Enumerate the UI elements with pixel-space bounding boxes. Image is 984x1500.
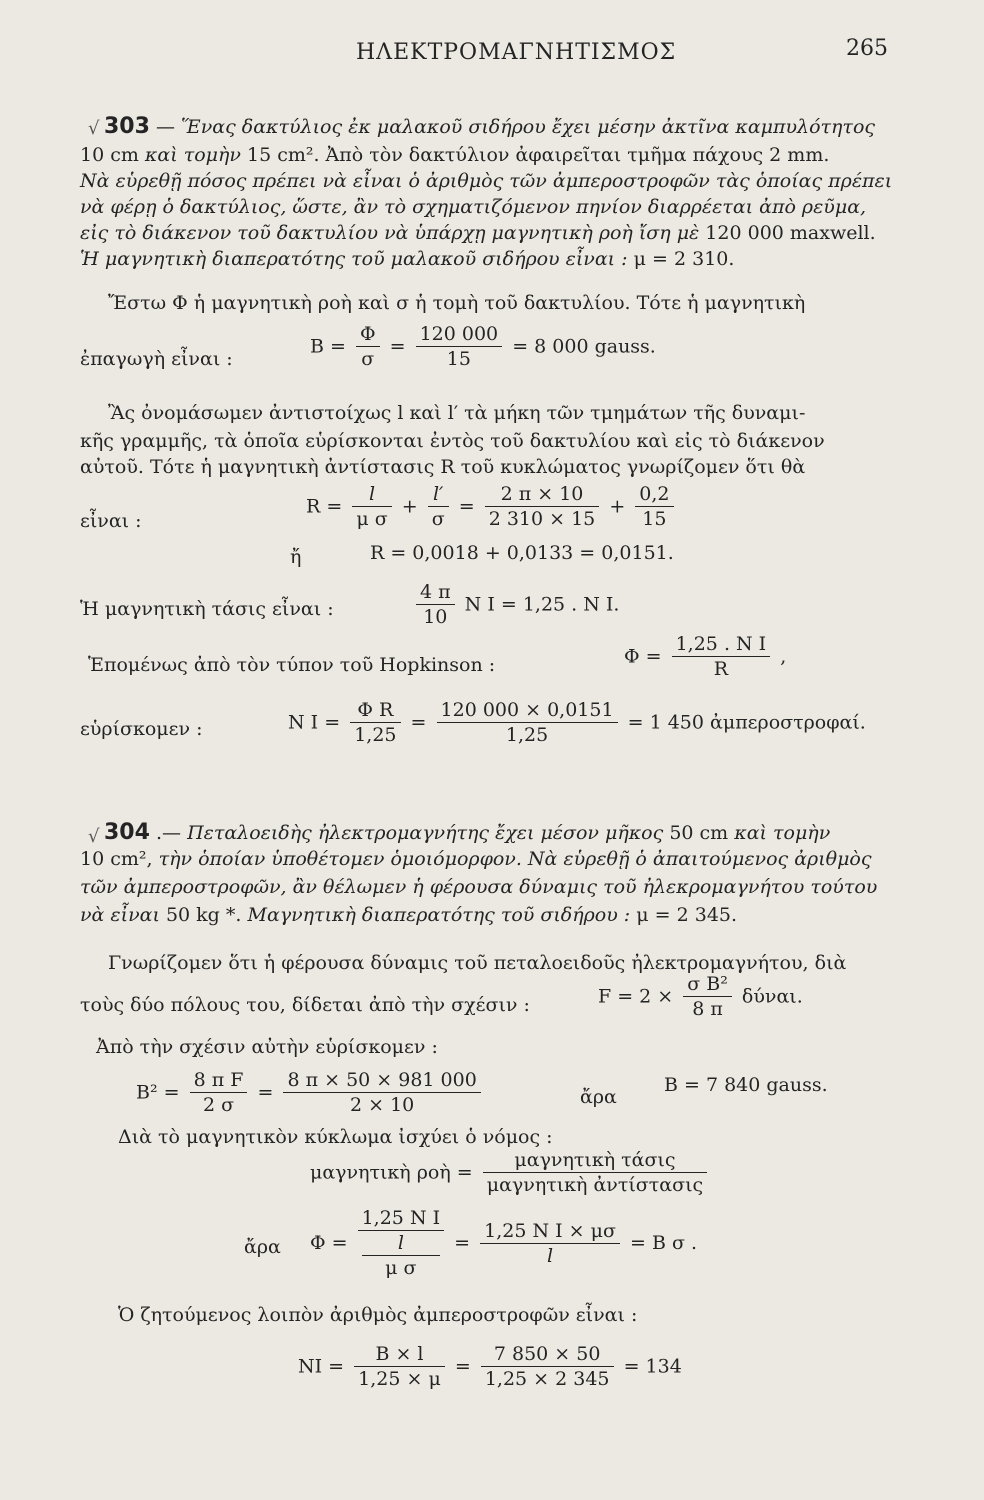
numerator: l — [352, 482, 391, 507]
fraction — [358, 1206, 445, 1280]
problem-text: εἰς τὸ διάκενον τοῦ δακτυλίου νὰ ὑπάρχῃ μαγνητικὴ ροὴ ἴση μὲ — [80, 222, 700, 244]
numerator: 120 000 × 0,0151 — [437, 698, 618, 723]
problem-text: Μαγνητικὴ διαπερατότης τοῦ σιδήρου : — [247, 904, 631, 926]
solution-line: Ἑπομένως ἀπὸ τὸν τύπον τοῦ Hopkinson : — [88, 654, 496, 676]
denominator: μαγνητικὴ ἀντίστασις — [486, 1174, 704, 1196]
problem-303-line-1 — [104, 114, 875, 140]
problem-text: 10 cm², — [80, 848, 153, 870]
numerator: Φ — [356, 322, 380, 347]
eq-term: μαγνητικὴ ροὴ = — [310, 1161, 473, 1184]
problem-text: τὴν ὁποίαν ὑποθέτομεν ὁμοιόμορφον. Νὰ εὑρεθῇ ὁ ἀπαιτούμενος ἀριθμὸς — [158, 848, 872, 870]
fraction — [283, 1068, 480, 1117]
numerator: 120 000 — [416, 322, 503, 347]
check-mark-icon: √ — [88, 118, 100, 139]
solution-line: εἶναι : — [80, 510, 142, 532]
eq-term: = — [410, 711, 427, 734]
equation-B — [310, 322, 656, 371]
numerator: 0,2 — [635, 482, 673, 507]
numerator: B × l — [354, 1342, 445, 1367]
problem-dash: — — [155, 116, 175, 138]
inner-denominator: μ σ — [385, 1257, 417, 1279]
problem-text: Ἡ μαγνητικὴ διαπερατότης τοῦ μαλακοῦ σιδήρου εἶναι : — [80, 248, 628, 270]
fraction — [480, 1219, 620, 1268]
numerator: 1,25 N I × μσ — [480, 1219, 620, 1244]
denominator: 1,25 — [354, 724, 397, 746]
eq-term: = — [454, 1232, 471, 1254]
problem-303-line-6 — [80, 246, 734, 272]
denominator: 15 — [446, 348, 471, 370]
problem-304-line-1 — [104, 820, 830, 846]
denominator: 2 σ — [202, 1094, 235, 1116]
numerator: μαγνητικὴ τάσις — [483, 1148, 707, 1173]
problem-text: μ = 2 310. — [633, 248, 735, 270]
eq-term: = — [389, 335, 406, 358]
fraction — [485, 482, 600, 531]
problem-304-line-3: τῶν ἀμπεροστροφῶν, ἂν θέλωμεν ἡ φέρουσα δύναμις τοῦ ἠλεκρομαγνήτου τούτου — [80, 876, 878, 898]
numerator: 2 π × 10 — [485, 482, 600, 507]
denominator: σ — [431, 508, 445, 530]
eq-term: , — [780, 645, 787, 668]
denominator: 2 310 × 15 — [488, 508, 596, 530]
problem-text: Ἕνας δακτύλιος ἐκ μαλακοῦ σιδήρου ἔχει μέσην ἀκτῖνα καμπυλότητος — [181, 116, 876, 138]
check-mark-icon: √ — [88, 826, 100, 847]
problem-text: Πεταλοειδὴς ἠλεκτρομαγνήτης ἔχει μέσον μῆκος — [187, 822, 664, 844]
problem-dash: .— — [155, 822, 182, 844]
denominator: μ σ — [356, 508, 388, 530]
numerator: Φ R — [350, 698, 400, 723]
problem-text: νὰ εἶναι — [80, 904, 160, 926]
equation-hopkinson — [624, 632, 786, 681]
numerator: 4 π — [416, 580, 455, 605]
eq-term: + — [401, 495, 418, 518]
problem-303-line-2 — [80, 142, 829, 168]
solution-line: Διὰ τὸ μαγνητικὸν κύκλωμα ἰσχύει ὁ νόμος : — [118, 1126, 553, 1148]
inner-numerator: l — [362, 1231, 441, 1256]
eq-term: = B σ . — [630, 1232, 698, 1254]
eq-term: B = — [310, 335, 346, 358]
equation-NI — [288, 698, 866, 747]
problem-303-line-4: νὰ φέρῃ ὁ δακτύλιος, ὥστε, ἂν τὸ σχηματιζόμενον πηνίον διαρρέεται ἀπὸ ρεῦμα, — [80, 196, 867, 218]
problem-304-line-4 — [80, 902, 737, 928]
solution-line: ἐπαγωγὴ εἶναι : — [80, 348, 233, 370]
problem-number: 304 — [104, 820, 150, 845]
denominator: R — [713, 658, 729, 680]
problem-text: μ = 2 345. — [636, 904, 738, 926]
solution-line: εὑρίσκομεν : — [80, 718, 203, 740]
problem-text: 120 000 maxwell. — [705, 222, 876, 244]
solution-line: Ἡ μαγνητικὴ τάσις εἶναι : — [80, 598, 334, 620]
solution-line: Ἂς ὀνομάσωμεν ἀντιστοίχως l καὶ l′ τὰ μήκη τῶν τμημάτων τῆς δυναμι- — [108, 402, 806, 424]
eq-term: = 8 000 gauss. — [512, 335, 656, 358]
eq-term: = 134 — [623, 1355, 682, 1378]
problem-text: καὶ τομὴν — [144, 144, 241, 166]
equation-B-result: B = 7 840 gauss. — [664, 1074, 828, 1096]
numerator: σ B² — [683, 972, 732, 997]
fraction — [190, 1068, 248, 1117]
numerator: 8 π × 50 × 981 000 — [283, 1068, 480, 1093]
problem-text: 50 cm — [669, 822, 729, 844]
fraction — [635, 482, 673, 531]
numerator: 1,25 . N I — [672, 632, 771, 657]
fraction — [354, 1342, 445, 1391]
fraction — [416, 580, 455, 629]
denominator: 15 — [642, 508, 667, 530]
equation-phi — [310, 1206, 697, 1280]
solution-line: Ὁ ζητούμενος λοιπὸν ἀριθμὸς ἀμπεροστροφῶν εἶναι : — [118, 1304, 638, 1326]
fraction — [428, 482, 449, 531]
eq-term: + — [609, 495, 626, 518]
problem-303-line-5 — [80, 220, 876, 246]
eq-term: = — [454, 1355, 471, 1378]
denominator: l — [547, 1244, 554, 1267]
denominator: 1,25 — [505, 724, 549, 746]
eq-term: F = 2 × — [598, 985, 674, 1008]
equation-force — [598, 972, 803, 1021]
denominator: σ — [361, 348, 375, 370]
solution-line: αὐτοῦ. Τότε ἡ μαγνητικὴ ἀντίστασις R τοῦ κυκλώματος γνωρίζομεν ὅτι θὰ — [80, 456, 806, 478]
eq-term: = 1 450 ἀμπεροστροφαί. — [627, 711, 866, 734]
numerator: 7 850 × 50 — [481, 1342, 614, 1367]
page-number: 265 — [846, 36, 888, 61]
problem-text: 15 cm². Ἀπὸ τὸν δακτύλιον ἀφαιρεῖται τμῆμα πάχους 2 mm. — [246, 144, 830, 166]
equation-R-result: R = 0,0018 + 0,0133 = 0,0151. — [370, 542, 674, 564]
numerator: 8 π F — [190, 1068, 248, 1093]
problem-text: καὶ τομὴν — [734, 822, 831, 844]
denominator: 10 — [423, 606, 448, 628]
equation-final — [298, 1342, 682, 1391]
solution-line: τοὺς δύο πόλους του, δίδεται ἀπὸ τὴν σχέσιν : — [80, 994, 530, 1016]
ara-word: ἄρα — [580, 1086, 617, 1108]
ara-word: ἄρα — [244, 1236, 281, 1258]
denominator: 1,25 × 2 345 — [484, 1368, 610, 1390]
denominator: 8 π — [692, 998, 723, 1020]
eq-term: δύναι. — [741, 985, 803, 1008]
equation-law — [310, 1148, 711, 1197]
solution-line: κῆς γραμμῆς, τὰ ὁποῖα εὑρίσκονται ἐντὸς τοῦ δακτυλίου καὶ εἰς τὸ διάκενον — [80, 430, 825, 452]
denominator: 2 × 10 — [350, 1094, 415, 1116]
eq-term: NI = — [298, 1355, 345, 1378]
equation-B2 — [136, 1068, 485, 1117]
fraction — [481, 1342, 614, 1391]
page-title: ΗΛΕΚΤΡΟΜΑΓΝΗΤΙΣΜΟΣ — [356, 40, 677, 65]
solution-line: Ἀπὸ τὴν σχέσιν αὐτὴν εὑρίσκομεν : — [96, 1036, 438, 1058]
equation-R — [306, 482, 678, 531]
eq-term: R = — [306, 495, 343, 518]
solution-line: Ἔστω Φ ἡ μαγνητικὴ ροὴ καὶ σ ἡ τομὴ τοῦ δακτυλίου. Τότε ἡ μαγνητικὴ — [108, 292, 806, 314]
eq-term: Φ = — [624, 645, 662, 668]
eq-term: N I = — [288, 711, 341, 734]
numerator: 1,25 N I — [358, 1206, 445, 1231]
problem-text: 50 kg *. — [165, 904, 242, 926]
fraction — [483, 1148, 707, 1197]
fraction — [350, 698, 400, 747]
fraction — [416, 322, 503, 371]
fraction — [352, 482, 391, 531]
or-word: ἤ — [290, 546, 302, 568]
problem-text: 10 cm — [80, 144, 139, 166]
denominator: 1,25 × μ — [358, 1368, 441, 1390]
problem-303-line-3: Νὰ εὑρεθῇ πόσος πρέπει νὰ εἶναι ὁ ἀριθμὸς τῶν ἀμπεροστροφῶν τὰς ὁποίας πρέπει — [80, 170, 893, 192]
problem-304-line-2 — [80, 846, 872, 872]
eq-term: = — [257, 1081, 274, 1104]
fraction — [437, 698, 618, 747]
eq-term: Φ = — [310, 1232, 348, 1254]
running-header — [0, 34, 984, 74]
fraction — [683, 972, 732, 1021]
numerator: l′ — [428, 482, 449, 507]
denominator — [358, 1231, 445, 1280]
eq-term: N I = 1,25 . N I. — [464, 593, 620, 616]
eq-term: B² = — [136, 1081, 180, 1104]
problem-number: 303 — [104, 114, 150, 139]
fraction — [356, 322, 380, 371]
eq-term: = — [458, 495, 475, 518]
fraction — [672, 632, 771, 681]
equation-tension — [412, 580, 619, 629]
solution-line: Γνωρίζομεν ὅτι ἡ φέρουσα δύναμις τοῦ πεταλοειδοῦς ἠλεκτρομαγνήτου, διὰ — [108, 952, 847, 974]
